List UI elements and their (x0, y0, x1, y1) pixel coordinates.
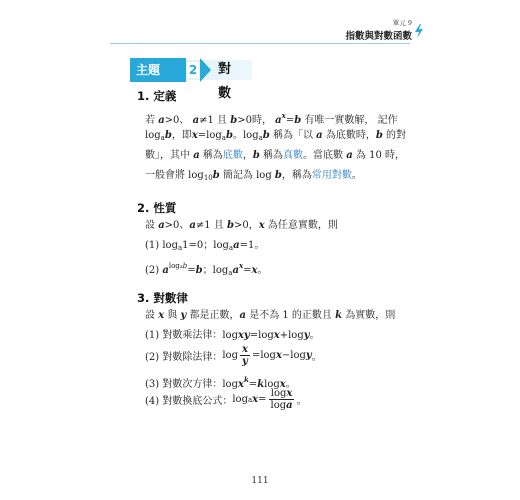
section-heading-definition: 1. 定義 (137, 89, 177, 103)
section-heading-properties: 2. 性質 (137, 201, 177, 215)
term-argument: 真數 (283, 150, 304, 161)
definition-line-3: 數」，其中 a 稱為底數，b 稱為真數。當底數 a 為 10 時， (145, 150, 405, 161)
topic-number: 2 (188, 63, 198, 77)
log-law-quotient: (2) 對數除法律： log $\frac{x}{y}$ =log x −log y 。 (145, 344, 322, 367)
section-heading-log-laws: 3. 對數律 (137, 291, 188, 305)
page-number: 111 (251, 476, 269, 486)
log-law-product: (1) 對數乘法律：logxy=logx+logy。 (145, 330, 320, 341)
definition-line-4: 一般會將 $\log_{10}b$ 簡記為 log b，稱為常用對數。 (145, 170, 362, 182)
topic-label: 主題 (130, 58, 186, 82)
running-header (345, 18, 412, 42)
topic-title: 對數 (218, 62, 238, 101)
chapter-label: 單元 9 (392, 19, 412, 27)
property-1: (1) $\log_a1=0$；$\log_aa=1$。 (145, 240, 265, 252)
properties-intro: 設 a>0、a≠1 且 b>0，x 為任意實數，則 (145, 220, 338, 231)
log-law-change-of-base: (4) 對數換底公式： log a x = $\frac{\log x}{\log a}$ 。 (145, 388, 307, 411)
chevron-right-icon (200, 58, 211, 82)
log-law-power: (3) 對數次方律：logx$^k$=klogx。 (145, 375, 296, 390)
property-2: (2) $a^{logab}=b$；$\log_aa^x=x$。 (145, 261, 268, 277)
definition-line-1: 若 a>0、 a≠1 且 b>0時， $a^x=b$ 有唯一實數解， 記作 (145, 111, 398, 126)
term-base: 底數 (222, 150, 243, 161)
chapter-title: 指數與對數函數 (345, 31, 412, 42)
definition-line-2: $\log_ab$，即$x=\log_ab$。$\log_ab$ 稱為「以 a 為底數時，b 的對 (145, 130, 407, 142)
term-common-log: 常用對數 (311, 170, 352, 181)
lightning-bolt-icon (414, 24, 424, 38)
log-laws-intro: 設 x 與 y 都是正數，a 是不為 1 的正數且 k 為實數，則 (145, 310, 396, 321)
header-rule (110, 43, 410, 44)
